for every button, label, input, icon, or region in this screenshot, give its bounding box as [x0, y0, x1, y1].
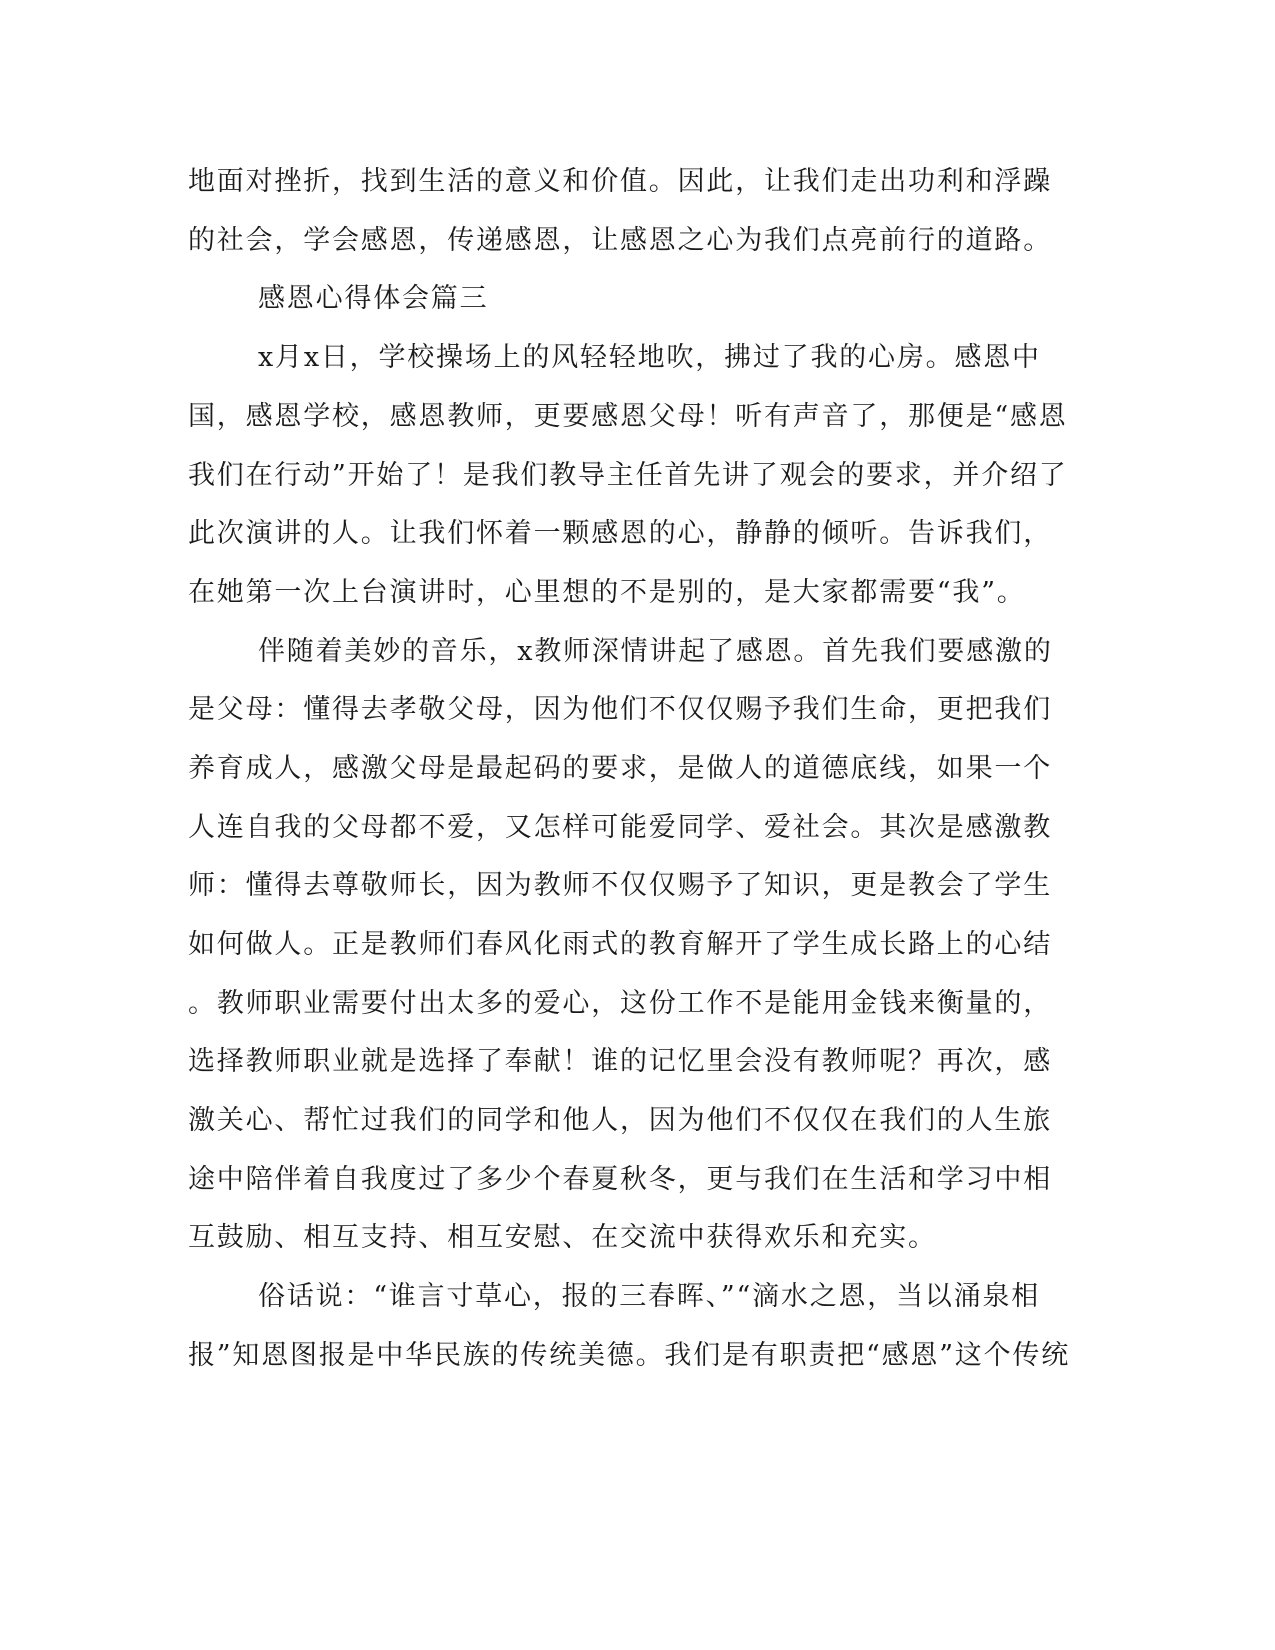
section-heading: 感恩心得体会篇三 [258, 283, 489, 314]
paragraph-line: 我们在行动”开始了！是我们教导主任首先讲了观会的要求，并介绍了 [188, 460, 1068, 491]
paragraph-line: 途中陪伴着自我度过了多少个春夏秋冬，更与我们在生活和学习中相 [188, 1164, 1052, 1195]
paragraph-line: 国，感恩学校，感恩教师，更要感恩父母！听有声音了，那便是“感恩 [188, 401, 1068, 432]
paragraph-line: 此次演讲的人。让我们怀着一颗感恩的心，静静的倾听。告诉我们， [188, 518, 1052, 549]
paragraph-line: 养育成人，感激父母是最起码的要求，是做人的道德底线，如果一个 [188, 753, 1052, 784]
paragraph-line: 是父母：懂得去孝敬父母，因为他们不仅仅赐予我们生命，更把我们 [188, 694, 1052, 725]
paragraph-line: 俗话说：“谁言寸草心，报的三春晖、”“滴水之恩，当以涌泉相 [258, 1281, 1041, 1312]
paragraph-line: 地面对挫折，找到生活的意义和价值。因此，让我们走出功利和浮躁 [188, 166, 1052, 197]
paragraph-line: 。教师职业需要付出太多的爱心，这份工作不是能用金钱来衡量的， [188, 988, 1052, 1019]
paragraph-line: 人连自我的父母都不爱，又怎样可能爱同学、爱社会。其次是感激教 [188, 812, 1052, 843]
paragraph-line: 报”知恩图报是中华民族的传统美德。我们是有职责把“感恩”这个传统 [188, 1340, 1071, 1371]
paragraph-line: 的社会，学会感恩，传递感恩，让感恩之心为我们点亮前行的道路。 [188, 225, 1052, 256]
paragraph-line: 伴随着美妙的音乐，x教师深情讲起了感恩。首先我们要感激的 [258, 636, 1053, 667]
paragraph-line: x月x日，学校操场上的风轻轻地吹，拂过了我的心房。感恩中 [258, 342, 1041, 373]
paragraph-line: 激关心、帮忙过我们的同学和他人，因为他们不仅仅在我们的人生旅 [188, 1105, 1052, 1136]
paragraph-line: 在她第一次上台演讲时，心里想的不是别的，是大家都需要“我”。 [188, 577, 1026, 608]
paragraph-line: 选择教师职业就是选择了奉献！谁的记忆里会没有教师呢？再次，感 [188, 1046, 1052, 1077]
paragraph-line: 师：懂得去尊敬师长，因为教师不仅仅赐予了知识，更是教会了学生 [188, 870, 1052, 901]
paragraph-line: 如何做人。正是教师们春风化雨式的教育解开了学生成长路上的心结 [188, 929, 1052, 960]
paragraph-line: 互鼓励、相互支持、相互安慰、在交流中获得欢乐和充实。 [188, 1222, 937, 1253]
